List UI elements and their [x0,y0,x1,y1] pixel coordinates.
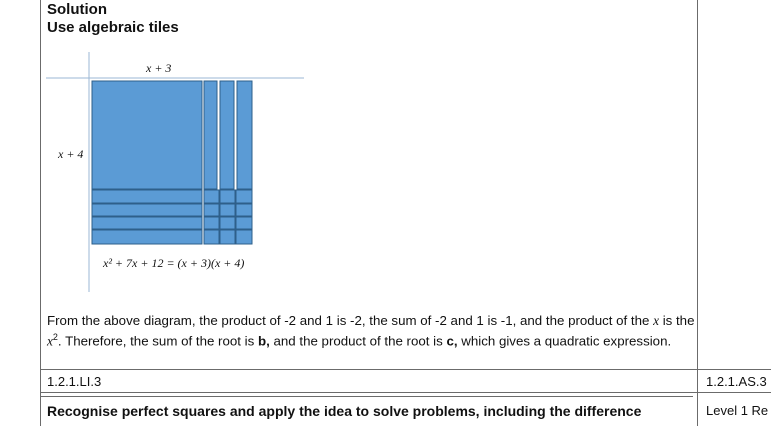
row-divider-3 [40,396,693,397]
bold-b: b, [257,333,270,349]
x-squared-tile [92,81,202,189]
unit-tiles [204,190,252,244]
bold-c: c, [446,333,458,349]
var-x: x [47,333,53,349]
x-tile-horizontal [92,204,202,216]
para-text-5: which gives a quadratic expression. [457,333,672,349]
level-label: Level 1 Re [706,403,769,418]
unit-tile [204,230,219,244]
explanation-paragraph [47,312,697,349]
table-mid-border [697,0,698,426]
side-dimension-label: x + 4 [58,147,84,161]
x-tile-horizontal [92,230,202,244]
row-divider-2 [40,392,771,393]
unit-tile [204,217,219,229]
algebra-tiles-diagram [40,48,320,298]
unit-tile [236,204,252,216]
row-divider-1 [40,369,771,370]
unit-tile [204,190,219,203]
exponent: 2 [52,332,58,342]
unit-tile [236,190,252,203]
learning-indicator-code: 1.2.1.LI.3 [47,374,102,389]
para-text-3: . Therefore, the sum of the root is [57,333,258,349]
factorization-equation: x² + 7x + 12 = (x + 3)(x + 4) [103,256,245,270]
para-text-1: From the above diagram, the product of -2 and 1 is -2, the sum of -2 and 1 is -1, and the product of the [47,313,654,328]
solution-subheading: Use algebraic tiles [47,19,179,36]
x-tile-vertical [204,81,217,189]
unit-tile [220,230,235,244]
x-tile-horizontal [92,190,202,203]
x-tile-vertical [220,81,234,189]
var-x: x [653,313,659,328]
unit-tile [220,190,235,203]
top-dimension-label: x + 3 [146,61,172,75]
para-text-2: is the [659,313,695,328]
solution-heading: Solution [47,1,107,18]
unit-tile [236,217,252,229]
objective-title: Recognise perfect squares and apply the idea to solve problems, including the difference [47,403,642,419]
unit-tile [220,204,235,216]
unit-tile [204,204,219,216]
x-tile-horizontal [92,217,202,229]
x-tile-vertical [237,81,252,189]
unit-tile [220,217,235,229]
assessment-standard-code: 1.2.1.AS.3 [706,374,767,389]
para-text-4: and the product of the root is [269,333,447,349]
unit-tile [236,230,252,244]
